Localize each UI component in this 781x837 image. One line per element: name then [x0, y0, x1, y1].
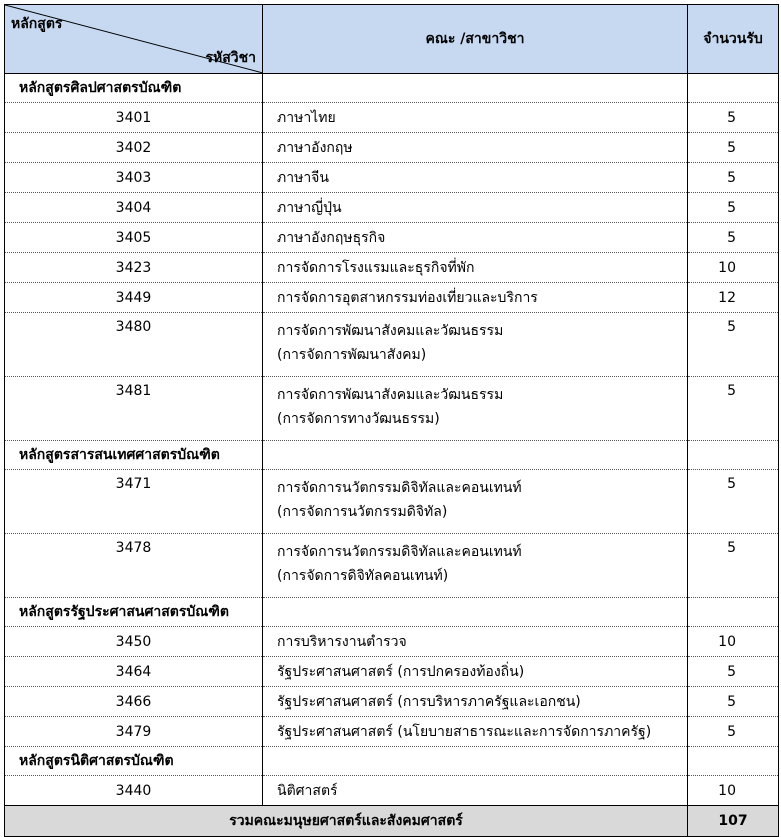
- quota-value: 5: [688, 470, 779, 534]
- program-name: [263, 163, 688, 193]
- table-row: [5, 657, 779, 687]
- table-row: [5, 470, 779, 534]
- table-row: [5, 627, 779, 657]
- program-name-line1: การจัดการโรงแรมและธุรกิจที่พัก: [277, 259, 475, 276]
- table-row: [5, 313, 779, 377]
- program-name-line1: นิติศาสตร์: [277, 782, 338, 799]
- program-name-line1: การจัดการนวัตกรรมดิจิทัลและคอนเทนท์: [277, 480, 522, 496]
- course-code: 3471: [5, 470, 263, 534]
- section-title: หลักสูตรศิลปศาสตรบัณฑิต: [5, 74, 263, 103]
- course-code: 3403: [5, 163, 263, 193]
- table-row: [5, 253, 779, 283]
- quota-value: 5: [688, 717, 779, 747]
- course-code: 3401: [5, 103, 263, 133]
- program-name: [263, 657, 688, 687]
- course-code: 3479: [5, 717, 263, 747]
- program-name: [263, 103, 688, 133]
- course-code: 3450: [5, 627, 263, 657]
- course-code: 3404: [5, 193, 263, 223]
- section-empty-cell: [688, 747, 779, 776]
- admission-quota-table: [4, 4, 779, 837]
- program-name: [263, 687, 688, 717]
- program-name: [263, 313, 688, 377]
- course-code: 3449: [5, 283, 263, 313]
- table-row: [5, 534, 779, 598]
- program-name: [263, 470, 688, 534]
- table-row: [5, 163, 779, 193]
- quota-value: 12: [688, 283, 779, 313]
- section-title: หลักสูตรสารสนเทศศาสตรบัณฑิต: [5, 441, 263, 470]
- section-empty-cell: [688, 441, 779, 470]
- program-name-line2: (การจัดการทางวัฒนธรรม): [277, 411, 440, 427]
- section-empty-cell: [263, 747, 688, 776]
- total-row: [5, 806, 779, 837]
- program-name-line1: ภาษาไทย: [277, 109, 336, 126]
- table-header: [5, 5, 779, 74]
- quota-value: 5: [688, 377, 779, 441]
- section-row: [5, 598, 779, 627]
- program-name: [263, 377, 688, 441]
- total-value: 107: [688, 806, 779, 837]
- table-body: [5, 74, 779, 837]
- table-row: [5, 283, 779, 313]
- quota-value: 5: [688, 223, 779, 253]
- program-name: [263, 627, 688, 657]
- program-name-line1: ภาษาอังกฤษธุรกิจ: [277, 229, 386, 246]
- program-name-line1: การจัดการอุตสาหกรรมท่องเที่ยวและบริการ: [277, 289, 538, 306]
- course-code: 3423: [5, 253, 263, 283]
- header-quota-label: จำนวนรับ: [688, 5, 779, 74]
- quota-value: 10: [688, 627, 779, 657]
- program-name-line1: รัฐประศาสนศาสตร์ (การบริหารภาครัฐและเอกชน): [277, 693, 581, 710]
- table-row: [5, 717, 779, 747]
- quota-value: 5: [688, 657, 779, 687]
- course-code: 3481: [5, 377, 263, 441]
- program-name: [263, 253, 688, 283]
- quota-value: 5: [688, 163, 779, 193]
- program-name-line1: ภาษาจีน: [277, 169, 329, 186]
- section-row: [5, 74, 779, 103]
- section-empty-cell: [688, 74, 779, 103]
- quota-value: 5: [688, 534, 779, 598]
- program-name: [263, 776, 688, 806]
- program-name-line1: ภาษาญี่ปุ่น: [277, 199, 342, 216]
- quota-value: 5: [688, 313, 779, 377]
- course-code: 3402: [5, 133, 263, 163]
- table-row: [5, 377, 779, 441]
- quota-value: 10: [688, 253, 779, 283]
- table-row: [5, 133, 779, 163]
- header-code-label: รหัสวิชา: [205, 50, 256, 66]
- section-title: หลักสูตรรัฐประศาสนศาสตรบัณฑิต: [5, 598, 263, 627]
- table-row: [5, 776, 779, 806]
- header-course-label: หลักสูตร: [11, 16, 63, 32]
- program-name-line2: (การจัดการดิจิทัลคอนเทนท์): [277, 568, 449, 584]
- program-name-line2: (การจัดการพัฒนาสังคม): [277, 347, 427, 363]
- course-code: 3480: [5, 313, 263, 377]
- quota-value: 5: [688, 133, 779, 163]
- quota-value: 5: [688, 687, 779, 717]
- quota-value: 5: [688, 103, 779, 133]
- table-row: [5, 687, 779, 717]
- program-name: [263, 717, 688, 747]
- program-name: [263, 534, 688, 598]
- program-name-line2: (การจัดการนวัตกรรมดิจิทัล): [277, 504, 448, 520]
- total-label: รวมคณะมนุษยศาสตร์และสังคมศาสตร์: [5, 806, 688, 837]
- table-row: [5, 223, 779, 253]
- section-empty-cell: [688, 598, 779, 627]
- course-code: 3466: [5, 687, 263, 717]
- section-empty-cell: [263, 441, 688, 470]
- course-code: 3478: [5, 534, 263, 598]
- section-empty-cell: [263, 74, 688, 103]
- quota-value: 5: [688, 193, 779, 223]
- table-row: [5, 103, 779, 133]
- program-name-line1: การจัดการพัฒนาสังคมและวัฒนธรรม: [277, 387, 504, 403]
- program-name-line1: รัฐประศาสนศาสตร์ (การปกครองท้องถิ่น): [277, 663, 525, 680]
- program-name-line1: ภาษาอังกฤษ: [277, 139, 353, 156]
- program-name: [263, 283, 688, 313]
- section-empty-cell: [263, 598, 688, 627]
- course-code: 3405: [5, 223, 263, 253]
- program-name: [263, 193, 688, 223]
- program-name: [263, 223, 688, 253]
- program-name-line1: รัฐประศาสนศาสตร์ (นโยบายสาธารณะและการจัดการภาครัฐ): [277, 723, 652, 740]
- header-faculty-label: คณะ /สาขาวิชา: [263, 5, 688, 74]
- section-title: หลักสูตรนิติศาสตรบัณฑิต: [5, 747, 263, 776]
- header-course-code-cell: [5, 5, 263, 74]
- program-name: [263, 133, 688, 163]
- course-code: 3464: [5, 657, 263, 687]
- program-name-line1: การบริหารงานตำรวจ: [277, 633, 407, 650]
- section-row: [5, 747, 779, 776]
- program-name-line1: การจัดการนวัตกรรมดิจิทัลและคอนเทนท์: [277, 544, 522, 560]
- section-row: [5, 441, 779, 470]
- course-code: 3440: [5, 776, 263, 806]
- table-row: [5, 193, 779, 223]
- quota-value: 10: [688, 776, 779, 806]
- program-name-line1: การจัดการพัฒนาสังคมและวัฒนธรรม: [277, 323, 504, 339]
